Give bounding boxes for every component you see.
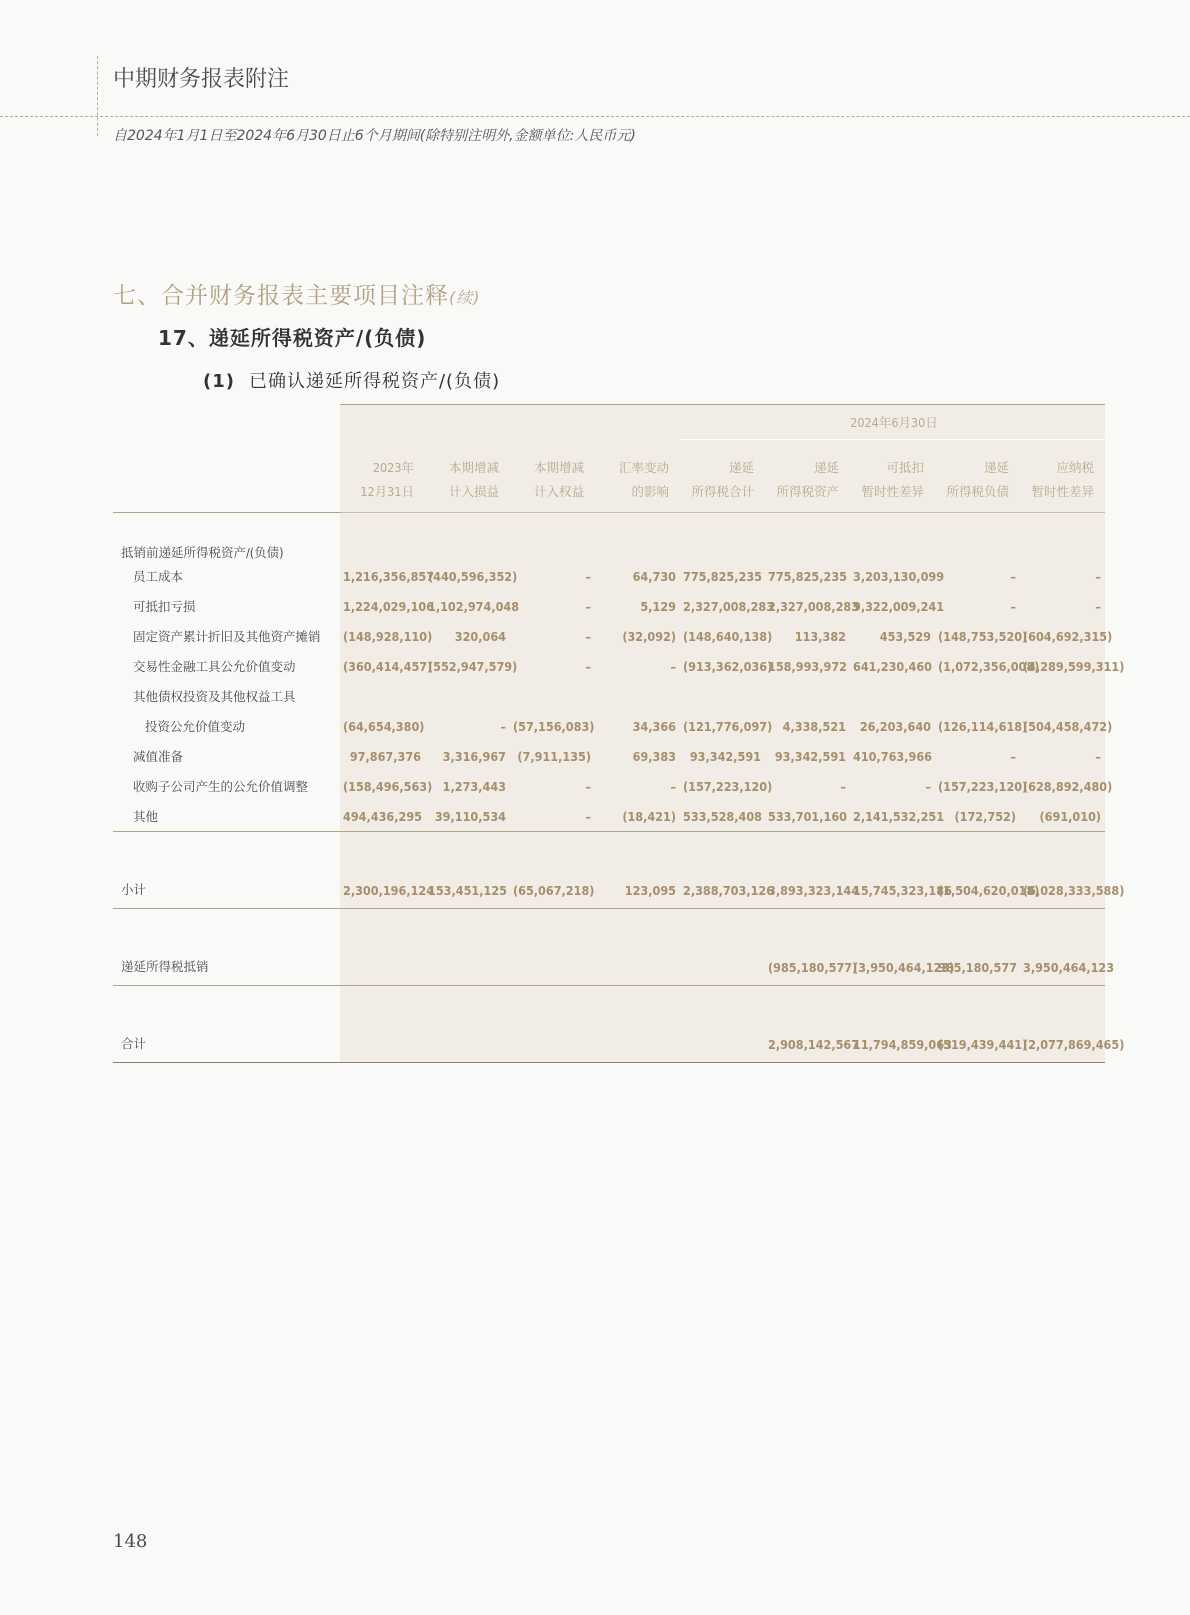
row-value: 3,893,323,144 [765, 832, 850, 909]
row-value: 69,383 [632, 748, 676, 764]
row-value [595, 986, 680, 1063]
row-value: (157,223,120) [683, 778, 773, 794]
column-header-line1: 递延 [813, 460, 839, 475]
row-value: (148,753,520) [938, 628, 1028, 644]
table-row [113, 986, 1105, 1063]
table-row [113, 801, 1105, 832]
row-value [935, 531, 1020, 561]
row-value: 64,730 [632, 568, 676, 584]
row-value: 123,095 [595, 832, 680, 909]
row-label: 固定资产累计折旧及其他资产摊销 [133, 629, 321, 644]
column-header-line1: 应纳税 [1056, 460, 1095, 475]
row-value [680, 986, 765, 1063]
row-value [765, 681, 850, 711]
row-value: 2,327,008,283 [768, 598, 860, 614]
column-header-line2: 计入损益 [425, 478, 510, 513]
row-value: 410,763,966 [853, 748, 932, 764]
row-value [935, 513, 1020, 532]
row-value: 641,230,460 [853, 658, 932, 674]
row-value [680, 909, 765, 986]
row-value [510, 986, 595, 1063]
row-value: 26,203,640 [859, 718, 931, 734]
row-value: – [585, 598, 591, 614]
row-value: 158,993,972 [768, 658, 847, 674]
row-value [425, 513, 510, 532]
row-value: 2,388,703,126 [680, 832, 765, 909]
row-value: 1,224,029,106 [343, 598, 435, 614]
row-value: 320,064 [454, 628, 506, 644]
row-value: – [1095, 598, 1102, 614]
row-value [340, 909, 425, 986]
row-value: 39,110,534 [434, 808, 506, 824]
row-value [510, 681, 595, 711]
row-value: – [585, 658, 591, 674]
table-row [113, 651, 1105, 681]
row-value [340, 681, 425, 711]
table-row [113, 531, 1105, 561]
row-value: 2,908,142,567 [765, 986, 850, 1063]
row-value: (360,414,457) [343, 658, 433, 674]
row-label: 收购子公司产生的公允价值调整 [133, 779, 309, 794]
table-row [113, 591, 1105, 621]
deferred-tax-table [113, 404, 1125, 1063]
row-value: – [1095, 748, 1102, 764]
row-value: 453,529 [879, 628, 931, 644]
row-value: (1,504,620,018) [935, 832, 1020, 909]
row-value: 113,382 [794, 628, 846, 644]
column-header-line1: 可抵扣 [886, 460, 924, 475]
row-value: (7,911,135) [517, 748, 591, 764]
table-row [113, 621, 1105, 651]
row-value [680, 513, 765, 532]
row-value: 3,316,967 [442, 748, 506, 764]
table-row [113, 561, 1105, 591]
row-value [935, 681, 1020, 711]
row-label [113, 513, 340, 532]
row-value: (158,496,563) [343, 778, 433, 794]
row-label: 员工成本 [133, 569, 184, 584]
row-value [510, 513, 595, 532]
row-label: 交易性金融工具公允价值变动 [133, 659, 296, 674]
page-number: 148 [113, 1531, 148, 1552]
row-label: 合计 [113, 986, 340, 1063]
row-value: (148,640,138) [683, 628, 773, 644]
row-value: – [1010, 598, 1016, 614]
column-header-line1: 汇率变动 [618, 460, 669, 475]
row-value: 4,338,521 [782, 718, 846, 734]
row-value: (552,947,579) [428, 658, 518, 674]
row-value: (1,072,356,008) [938, 658, 1040, 674]
table-row [113, 741, 1105, 771]
row-value: 985,180,577 [935, 909, 1020, 986]
section-title [113, 277, 481, 310]
row-value [680, 681, 765, 711]
column-header-line1: 递延 [983, 460, 1009, 475]
row-value: (57,156,083) [513, 718, 595, 734]
row-value [425, 986, 510, 1063]
row-value: (148,928,110) [343, 628, 433, 644]
table-row [113, 909, 1105, 986]
row-value: (172,752) [954, 808, 1016, 824]
row-value [680, 531, 765, 561]
row-label: 可抵扣亏损 [133, 599, 196, 614]
row-value [510, 909, 595, 986]
row-value [1020, 513, 1105, 532]
row-value: (121,776,097) [683, 718, 773, 734]
row-value: 533,701,160 [768, 808, 847, 824]
row-value: – [1010, 748, 1016, 764]
row-value: (519,439,441) [935, 986, 1020, 1063]
column-header-line2: 所得税资产 [765, 478, 850, 513]
column-header-line2: 所得税合计 [680, 478, 765, 513]
section-title-cont: (续) [449, 288, 481, 307]
row-value: 93,342,591 [689, 748, 761, 764]
row-value [765, 513, 850, 532]
row-value [340, 531, 425, 561]
row-value: (64,654,380) [343, 718, 425, 734]
row-value: (4,289,599,311) [1023, 658, 1125, 674]
row-value [595, 513, 680, 532]
row-value: 34,366 [632, 718, 676, 734]
row-value: 11,794,859,063 [850, 986, 935, 1063]
row-value: 3,203,130,099 [853, 568, 945, 584]
table-row [113, 832, 1105, 909]
row-label: 递延所得税抵销 [113, 909, 340, 986]
row-value: 93,342,591 [774, 748, 846, 764]
row-value: – [585, 778, 591, 794]
table-row [113, 681, 1105, 711]
row-value: – [670, 778, 676, 794]
row-value: (6,028,333,588) [1020, 832, 1105, 909]
row-value: (628,892,480) [1023, 778, 1113, 794]
row-value: (504,458,472) [1023, 718, 1113, 734]
row-value: (65,067,218) [510, 832, 595, 909]
row-label: 减值准备 [133, 749, 184, 764]
row-value: 97,867,376 [349, 748, 421, 764]
table-row [113, 711, 1105, 741]
row-value: 775,825,235 [768, 568, 847, 584]
group-header: 2024年6月30日 [680, 405, 1105, 440]
row-value [340, 986, 425, 1063]
row-value: (985,180,577) [765, 909, 850, 986]
row-label: 投资公允价值变动 [145, 719, 246, 734]
row-value: (913,362,036) [683, 658, 773, 674]
row-value: 1,102,974,048 [428, 598, 520, 614]
header-title: 中期财务报表附注 [113, 67, 290, 92]
row-value [1020, 681, 1105, 711]
header-label-cell [113, 478, 340, 513]
row-value: – [840, 778, 846, 794]
row-value: 533,528,408 [683, 808, 762, 824]
row-value: 3,950,464,123 [1020, 909, 1105, 986]
row-value [595, 681, 680, 711]
row-value: – [585, 628, 591, 644]
header-subtitle: 自2024年1月1日至2024年6月30日止6个月期间(除特别注明外,金额单位:人民币元) [113, 128, 636, 144]
row-value: – [585, 568, 591, 584]
header-blank-shaded [340, 405, 680, 440]
row-value: 15,745,323,186 [850, 832, 935, 909]
row-value: – [585, 808, 591, 824]
row-value: – [670, 658, 676, 674]
row-label: 其他债权投资及其他权益工具 [133, 689, 296, 704]
row-value [595, 531, 680, 561]
row-value [850, 531, 935, 561]
column-header-line1: 本期增减 [448, 460, 499, 475]
column-header-line1: 2023年 [372, 460, 414, 475]
row-value: (691,010) [1039, 808, 1102, 824]
row-value [1020, 531, 1105, 561]
column-header-line2: 所得税负债 [935, 478, 1020, 513]
row-value: (3,950,464,123) [850, 909, 935, 986]
row-value: 494,436,295 [343, 808, 422, 824]
row-value: 1,216,356,857 [343, 568, 435, 584]
row-value: (18,421) [622, 808, 676, 824]
row-value [510, 531, 595, 561]
row-value [595, 909, 680, 986]
row-value: – [1095, 568, 1102, 584]
table-row [113, 513, 1105, 532]
row-value: 9,322,009,241 [853, 598, 945, 614]
row-label: 抵销前递延所得税资产/(负债) [121, 545, 284, 560]
column-header-line2: 暂时性差异 [850, 478, 935, 513]
row-label: 小计 [113, 832, 340, 909]
row-value [850, 513, 935, 532]
column-header-line1: 递延 [728, 460, 754, 475]
row-value: 2,327,008,283 [683, 598, 775, 614]
row-value [340, 513, 425, 532]
row-value: 2,141,532,251 [853, 808, 945, 824]
sub-sub-section-number: (1) [203, 371, 235, 392]
table-row [113, 771, 1105, 801]
row-value [850, 681, 935, 711]
header-vertical-rule [97, 56, 98, 136]
deferred-tax-table-wrap [113, 404, 1125, 1063]
row-value: (604,692,315) [1023, 628, 1113, 644]
row-value: 1,273,443 [442, 778, 506, 794]
row-value: (126,114,618) [938, 718, 1028, 734]
row-value: 775,825,235 [683, 568, 762, 584]
row-value [765, 531, 850, 561]
row-label: 其他 [133, 809, 159, 824]
row-value [425, 681, 510, 711]
column-header-line2: 12月31日 [340, 478, 425, 513]
header-blank [113, 405, 340, 440]
row-value: 153,451,125 [425, 832, 510, 909]
row-value: (157,223,120) [938, 778, 1028, 794]
sub-section-title: 17、递延所得税资产/(负债) [158, 326, 427, 350]
column-header-line2: 计入权益 [510, 478, 595, 513]
column-header-line2: 暂时性差异 [1020, 478, 1105, 513]
sub-sub-section-title [203, 367, 500, 393]
row-value: 2,300,196,124 [340, 832, 425, 909]
row-value: (2,077,869,465) [1020, 986, 1105, 1063]
row-value [425, 909, 510, 986]
sub-sub-section-text: 已确认递延所得税资产/(负债) [248, 371, 501, 392]
header-dashed-rule [0, 116, 1190, 117]
row-value: (32,092) [622, 628, 676, 644]
row-value [425, 531, 510, 561]
row-value: – [1010, 568, 1016, 584]
row-value: – [925, 778, 931, 794]
section-title-text: 七、合并财务报表主要项目注释 [113, 283, 449, 309]
column-header-line1: 本期增减 [533, 460, 584, 475]
row-value: 5,129 [640, 598, 676, 614]
row-value: (440,596,352) [428, 568, 518, 584]
header-label-cell [113, 440, 340, 479]
row-value: – [500, 718, 506, 734]
column-header-line2: 的影响 [595, 478, 680, 513]
